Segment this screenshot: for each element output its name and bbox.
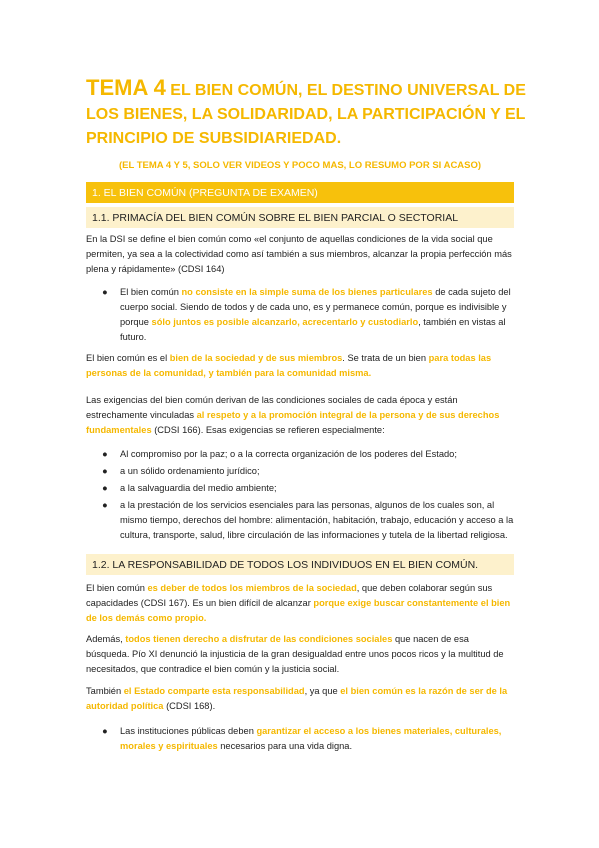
list-item: ● a la salvaguardia del medio ambiente; <box>102 483 277 493</box>
list-item: ● a un sólido ordenamiento jurídico; <box>102 466 260 476</box>
paragraph-exigencias: Las exigencias del bien común derivan de las condiciones sociales de cada época y están estrechamente vinculadas al respeto y a la promoción integral de la persona y de sus derechos fundamentales (CDSI 166). Esas exigencias se refieren especialmente: <box>86 395 500 435</box>
page-title <box>86 76 526 151</box>
paragraph-bien-sociedad: El bien común es el bien de la sociedad y de sus miembros. Se trata de un bien para todas las personas de la comunidad, y también para la comunidad misma. <box>86 353 492 378</box>
list-item: ● El bien común no consiste en la simple suma de los bienes particulares de cada sujeto del cuerpo social. Siendo de todos y de cada uno, es y permanece común, porque es indivisible y porque sólo juntos es posible alcanzarlo, acrecentarlo y custodiarlo, también en vistas al futuro. <box>102 287 511 342</box>
summary-note: (EL TEMA 4 Y 5, SOLO VER VIDEOS Y POCO MAS, LO RESUMO POR SI ACASO) <box>118 160 482 171</box>
subsection-heading-1-1: 1.1. PRIMACÍA DEL BIEN COMÚN SOBRE EL BIEN PARCIAL O SECTORIAL <box>86 207 514 228</box>
bullet-list-exigencias <box>86 447 514 543</box>
bullet-list-1 <box>86 285 514 345</box>
list-item: ● Las instituciones públicas deben garantizar el acceso a los bienes materiales, culturales, morales y espirituales necesarios para una vida digna. <box>102 726 502 751</box>
paragraph-definition: En la DSI se define el bien común como «el conjunto de aquellas condiciones de la vida social que permiten, ya sea a la colectividad como así también a sus miembros, alcanzar la propia perfección más plena y rápidamente» (CDSI 164) <box>86 234 512 274</box>
bullet-list-2 <box>86 724 514 754</box>
list-item: ● a la prestación de los servicios esenciales para las personas, algunos de los cuales son, al mismo tiempo, derechos del hombre: alimentación, habitación, trabajo, educación y acceso a la cultura, transporte, salud, libre circulación de las informaciones y tutela de la libertad religiosa. <box>102 500 514 540</box>
paragraph-estado: También el Estado comparte esta responsabilidad, ya que el bien común es la razón de ser de la autoridad política (CDSI 168). <box>86 686 508 711</box>
title-number: TEMA 4 <box>86 75 166 100</box>
subsection-heading-1-2: 1.2. LA RESPONSABILIDAD DE TODOS LOS INDIVIDUOS EN EL BIEN COMÚN. <box>86 554 514 575</box>
section-heading-1: 1. EL BIEN COMÚN (PREGUNTA DE EXAMEN) <box>86 182 514 203</box>
list-item: ● Al compromiso por la paz; o a la correcta organización de los poderes del Estado; <box>102 449 457 459</box>
paragraph-derecho: Además, todos tienen derecho a disfrutar de las condiciones sociales que nacen de esa búsqueda. Pío XI denunció la injusticia de la gran desigualdad entre unos pocos ricos y la multitud de necesitados, que contradice el bien común y la justicia social. <box>86 634 504 674</box>
title-text: EL BIEN COMÚN, EL DESTINO UNIVERSAL DE LOS BIENES, LA SOLIDARIDAD, LA PARTICIPACIÓN Y EL PRINCIPIO DE SUBSIDIARIEDAD. <box>86 82 526 147</box>
paragraph-deber: El bien común es deber de todos los miembros de la sociedad, que deben colaborar según sus capacidades (CDSI 167). Es un bien difícil de alcanzar porque exige buscar constantemente el bien de los demás como propio. <box>86 583 511 623</box>
